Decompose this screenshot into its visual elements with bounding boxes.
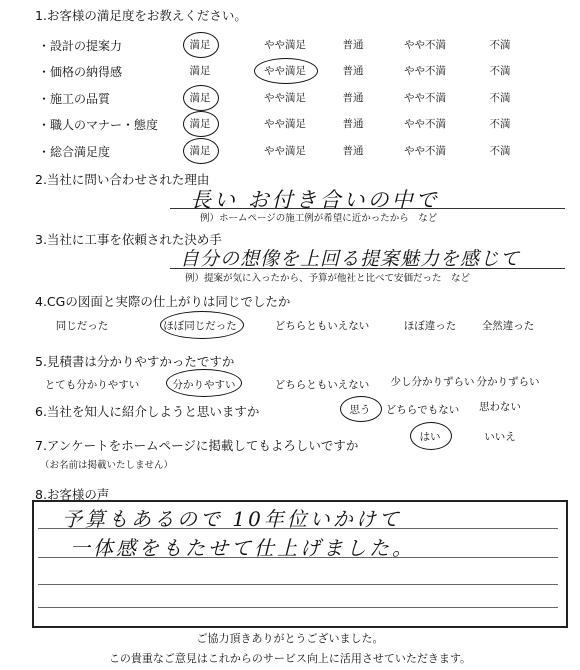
q5-option-2[interactable]: 分かりやすい (172, 379, 236, 391)
q8-comment-line-2: 一体感をもたせて仕上げました。 (70, 536, 415, 560)
q6-selection-circle (340, 396, 382, 422)
q3-answer[interactable]: 自分の想像を上回る提案魅力を感じて (180, 248, 521, 270)
q8-rule (38, 584, 558, 585)
q7-option-no[interactable]: いいえ (484, 431, 516, 443)
q1-row-label: ・施工の品質 (38, 92, 111, 106)
q8-comment-line-1: 予算もあるので 10年位いかけて (62, 507, 402, 531)
q7-title: 7.アンケートをホームページに掲載してもよろしいですか (35, 438, 359, 453)
q1-title: 1.お客様の満足度をお教えください。 (35, 8, 247, 23)
q1-row1-opt3[interactable]: 普通 (342, 39, 364, 51)
q4-selection-circle (160, 311, 244, 339)
q4-option-1[interactable]: 同じだった (55, 320, 109, 332)
q1-row2-opt4[interactable]: やや不満 (404, 65, 446, 77)
q1-row1-opt5[interactable]: 不満 (489, 39, 511, 51)
q1-row3-opt1[interactable]: 満足 (189, 92, 211, 104)
q1-row5-opt3[interactable]: 普通 (342, 145, 364, 157)
q1-row3-opt5[interactable]: 不満 (489, 92, 511, 104)
q1-row3-opt4[interactable]: やや不満 (404, 92, 446, 104)
q7-selection-circle (410, 422, 452, 450)
q1-row-label: ・総合満足度 (38, 145, 111, 159)
q1-row4-opt5[interactable]: 不満 (489, 118, 511, 130)
q5-title: 5.見積書は分かりやすかったですか (35, 354, 235, 369)
q1-row3-selection-circle (183, 85, 219, 111)
q1-row4-opt1[interactable]: 満足 (189, 118, 211, 130)
q1-row3-opt3[interactable]: 普通 (342, 92, 364, 104)
q1-row5-selection-circle (183, 138, 219, 164)
q1-row1-selection-circle (183, 32, 219, 58)
q4-option-2[interactable]: ほぼ同じだった (163, 320, 237, 332)
q7-note: （お名前は掲載いたしません） (40, 460, 174, 471)
q1-row-label: ・価格の納得感 (38, 65, 123, 79)
q1-row4-selection-circle (183, 111, 219, 137)
q2-example: 例）ホームページの施工例が希望に近かったから など (200, 213, 438, 224)
q3-example: 例）提案が気に入ったから、予算が他社と比べて安価だった など (185, 273, 471, 284)
q3-title: 3.当社に工事を依頼された決め手 (35, 232, 222, 247)
q7-option-yes[interactable]: はい (419, 431, 441, 443)
q4-option-3[interactable]: どちらともいえない (274, 320, 370, 332)
q1-row2-opt1[interactable]: 満足 (189, 65, 211, 77)
q1-row2-selection-circle (254, 58, 318, 84)
q3-answer-line (170, 268, 565, 269)
q1-row3-opt2[interactable]: やや満足 (264, 92, 306, 104)
q1-row5-opt1[interactable]: 満足 (189, 145, 211, 157)
q1-row5-opt4[interactable]: やや不満 (404, 145, 446, 157)
q5-option-1[interactable]: とても分かりやすい (44, 379, 140, 391)
q6-option-3[interactable]: 思わない (479, 401, 521, 413)
q1-row5-opt2[interactable]: やや満足 (264, 145, 306, 157)
q1-row1-opt4[interactable]: やや不満 (404, 39, 446, 51)
q5-option-3[interactable]: どちらともいえない (274, 379, 370, 391)
footer-closing: この貴重なご意見はこれからのサービス向上に活用させていただきます。 (108, 652, 472, 665)
q1-row2-opt3[interactable]: 普通 (342, 65, 364, 77)
q4-option-4[interactable]: ほぼ違った (403, 320, 457, 332)
q1-row1-opt1[interactable]: 満足 (189, 39, 211, 51)
q1-row4-opt3[interactable]: 普通 (342, 118, 364, 130)
q6-option-2[interactable]: どちらでもない (385, 404, 460, 416)
q4-option-5[interactable]: 全然違った (481, 320, 535, 332)
footer-thanks: ご協力頂きありがとうございました。 (196, 632, 384, 645)
q1-row2-opt2[interactable]: やや満足 (264, 65, 306, 77)
q1-row1-opt2[interactable]: やや満足 (264, 39, 306, 51)
q5-option-5[interactable]: 分かりずらい (476, 376, 540, 388)
q4-title: 4.CGの図面と実際の仕上がりは同じでしたか (35, 294, 291, 309)
q2-title: 2.当社に問い合わせされた理由 (35, 172, 210, 187)
q5-selection-circle (166, 369, 242, 397)
q1-row5-opt5[interactable]: 不満 (489, 145, 511, 157)
q1-row-label: ・職人のマナー・態度 (38, 118, 159, 132)
q8-rule (38, 607, 558, 608)
q1-row4-opt4[interactable]: やや不満 (404, 118, 446, 130)
q2-answer-line (170, 208, 565, 209)
q6-title: 6.当社を知人に紹介しようと思いますか (35, 404, 260, 419)
q1-row4-opt2[interactable]: やや満足 (264, 118, 306, 130)
q5-option-4[interactable]: 少し分かりずらい (390, 376, 475, 388)
q1-row2-opt5[interactable]: 不満 (489, 65, 511, 77)
q8-title: 8.お客様の声 (35, 487, 110, 502)
q1-row-label: ・設計の提案力 (38, 39, 123, 53)
q6-option-1[interactable]: 思う (349, 404, 371, 416)
q2-answer[interactable]: 長い お付き合いの中で (190, 188, 440, 212)
